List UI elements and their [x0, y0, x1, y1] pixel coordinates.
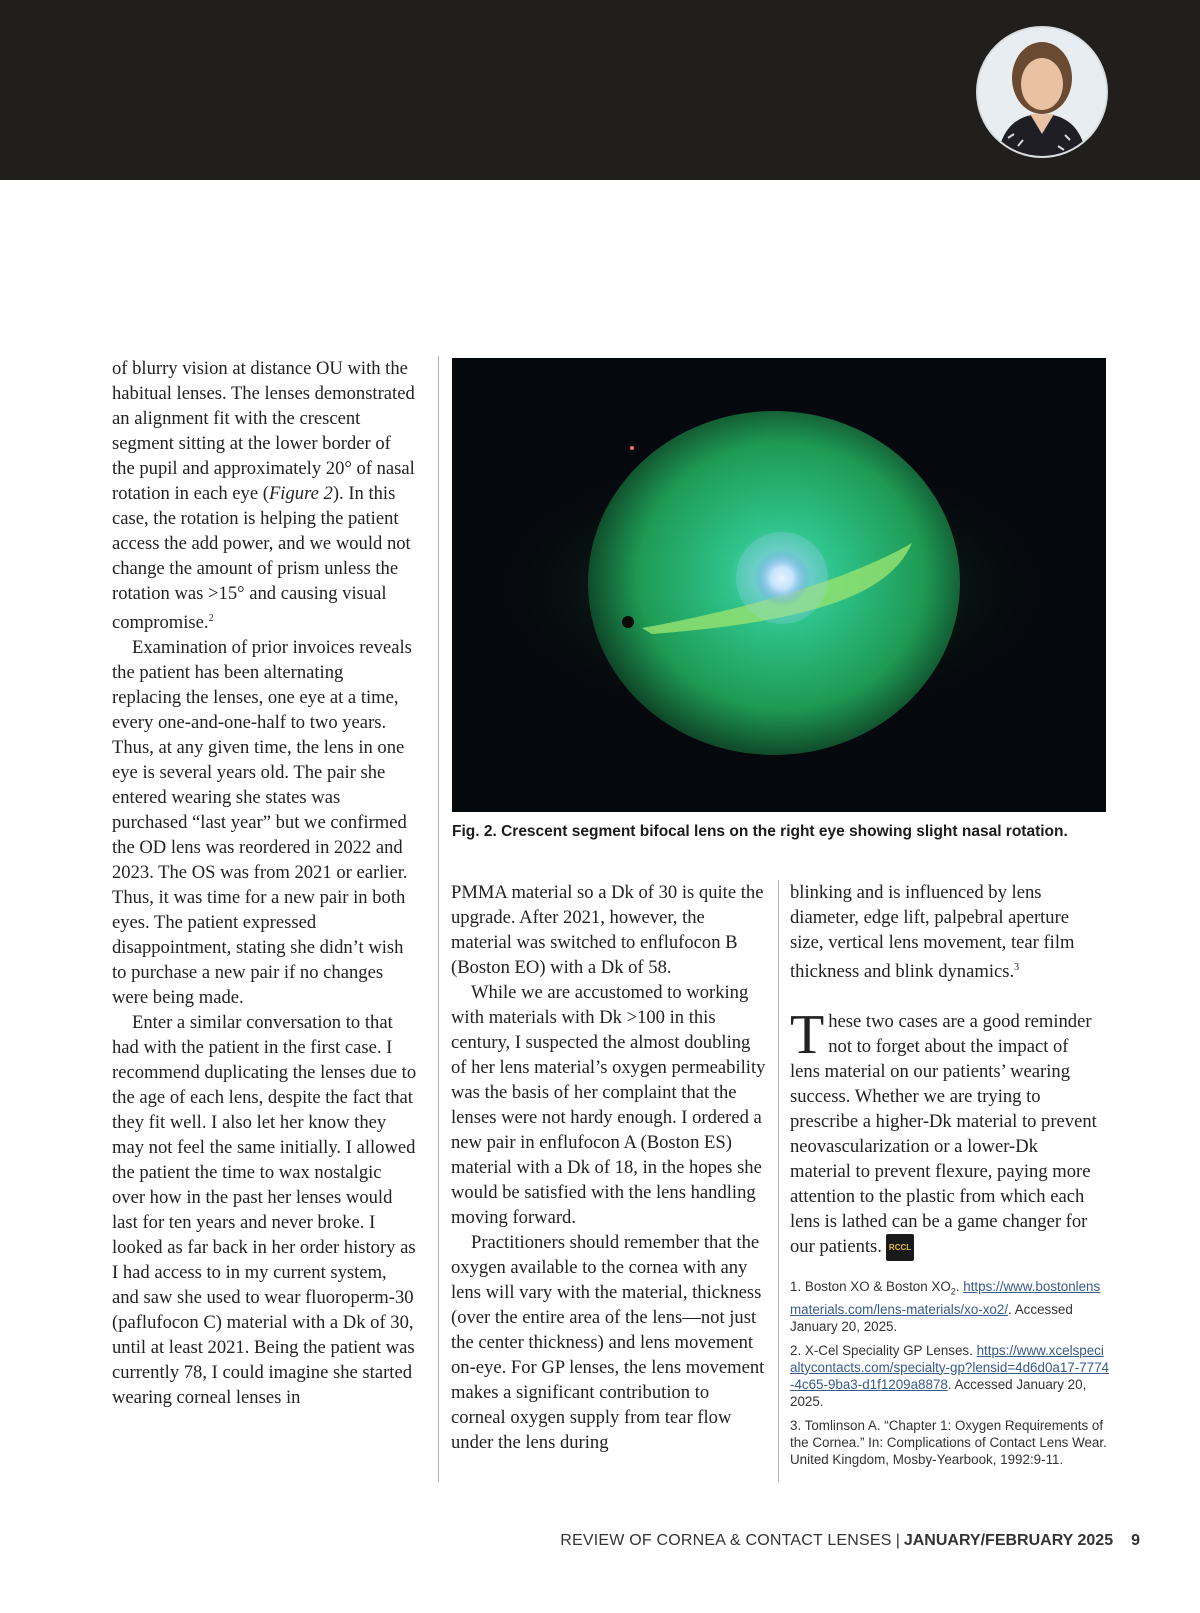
column-divider: [778, 880, 779, 1482]
author-avatar: [976, 26, 1108, 158]
body-column-1: [112, 356, 417, 1410]
figure-caption: Fig. 2. Crescent segment bifocal lens on the right eye showing slight nasal rotation.: [452, 823, 1068, 840]
figure-eye-photo: [452, 358, 1106, 812]
reference-item: 2. X-Cel Speciality GP Lenses. https://www.xcelspecialtycontacts.com/specialty-gp?lensid=4d6d0a17-7774-4c65-9ba3-d1f1209a8878. Accessed January 20, 2025.: [790, 1342, 1109, 1409]
paragraph: Enter a similar conversation to that had with the patient in the first case. I recommend duplicating the lenses due to the age of each lens, despite the fact that they fit well. I also let her know they may not feel the same initially. I allowed the patient the time to wax nostalgic over how in the past her lenses would last for ten years and never broke. I looked as far back in her order history as I had access to in my current system, and saw she used to wear fluoroperm-30 (paflufocon C) material with a Dk of 30, until at least 2021. Being the patient was currently 78, I could imagine she started wearing corneal lenses in: [112, 1012, 417, 1409]
paragraph: blinking and is influenced by lens diameter, edge lift, palpebral aperture size, vertical lens movement, tear film thickness and blink dynamics.$^3$: [790, 882, 1075, 983]
citation: 2: [208, 613, 214, 624]
publication-name: REVIEW OF CORNEA & CONTACT LENSES: [560, 1532, 892, 1549]
reference-item: 1. Boston XO & Boston $XO_2$. https://www.bostonlensmaterials.com/lens-materials/xo-xo2/. Accessed January 20, 2025.: [790, 1279, 1101, 1334]
header-bar: [0, 0, 1200, 180]
figure-reference: Figure 2: [268, 483, 333, 504]
reference-link[interactable]: https://www.xcelspecialtycontacts.com/specialty-gp?lensid=4d6d0a17-7774-4c65-9ba3-d1f1209a8878: [790, 1342, 1109, 1392]
issue-date: JANUARY/FEBRUARY 2025: [903, 1532, 1114, 1549]
paragraph: Examination of prior invoices reveals the patient has been alternating replacing the lenses, one eye at a time, every one-and-one-half to two years. Thus, at any given time, the lens in one eye is several years old. The pair she entered wearing she states was purchased “last year” but we confirmed the OD lens was reordered in 2022 and 2023. The OS was from 2021 or earlier. Thus, it was time for a new pair in both eyes. The patient expressed disappointment, stating she didn’t wish to purchase a new pair if no changes were being made.: [112, 637, 412, 1009]
column-divider: [438, 356, 439, 1482]
footer-separator: |: [895, 1532, 900, 1549]
paragraph: Practitioners should remember that the oxygen available to the cornea with any lens will vary with the material, thickness (over the entire area of the lens—not just the center thickness) and lens movement on-eye. For GP lenses, the lens movement makes a significant contribution to corneal oxygen supply from tear flow under the lens during: [451, 1232, 765, 1453]
reference-item: 3. Tomlinson A. “Chapter 1: Oxygen Requirements of the Cornea.” In: Complications of Contact Lens Wear. United Kingdom, Mosby-Yearbook, 1992:9-11.: [790, 1417, 1107, 1467]
drop-cap: T: [790, 1004, 825, 1067]
rccl-end-logo: RCCL: [886, 1234, 914, 1261]
citation: 3: [1014, 962, 1020, 973]
page-footer: [560, 1532, 1140, 1550]
paragraph: PMMA material so a Dk of 30 is quite the upgrade. After 2021, however, the material was switched to enflufocon B (Boston EO) with a Dk of 58.: [451, 882, 764, 978]
body-column-2: [451, 880, 767, 1455]
paragraph: of blurry vision at distance OU with the habitual lenses. The lenses demonstrated an alignment fit with the crescent segment sitting at the lower border of the pupil and approximately 20° of nasal rotation in each eye (Figure 2). In this case, the rotation is helping the patient access the add power, and we would not change the amount of prism unless the rotation was >15° and causing visual compromise.$^2$: [112, 358, 415, 634]
body-column-3: [790, 880, 1102, 1261]
page-number: 9: [1131, 1532, 1140, 1549]
closing-paragraph: These two cases are a good reminder not to forget about the impact of lens material on our patients’ wearing success. Whether we are trying to prescribe a higher-Dk material to prevent neovascularization or a lower-Dk material to prevent flexure, paying more attention to the plastic from which each lens is lathed can be a game changer for our patients. RCCL: [790, 1009, 1102, 1261]
author-portrait-image: [978, 28, 1106, 156]
reference-link[interactable]: https://www.bostonlensmaterials.com/lens-materials/xo-xo2/: [790, 1279, 1101, 1317]
references-list: [790, 1278, 1110, 1475]
paragraph: While we are accustomed to working with materials with Dk >100 in this century, I suspected the almost doubling of her lens material’s oxygen permeability was the basis of her complaint that the lenses were not hardy enough. I ordered a new pair in enflufocon A (Boston ES) material with a Dk of 18, in the hopes she would be satisfied with the lens handling moving forward.: [451, 982, 766, 1228]
slit-lamp-fluorescein-image: [452, 358, 1106, 812]
